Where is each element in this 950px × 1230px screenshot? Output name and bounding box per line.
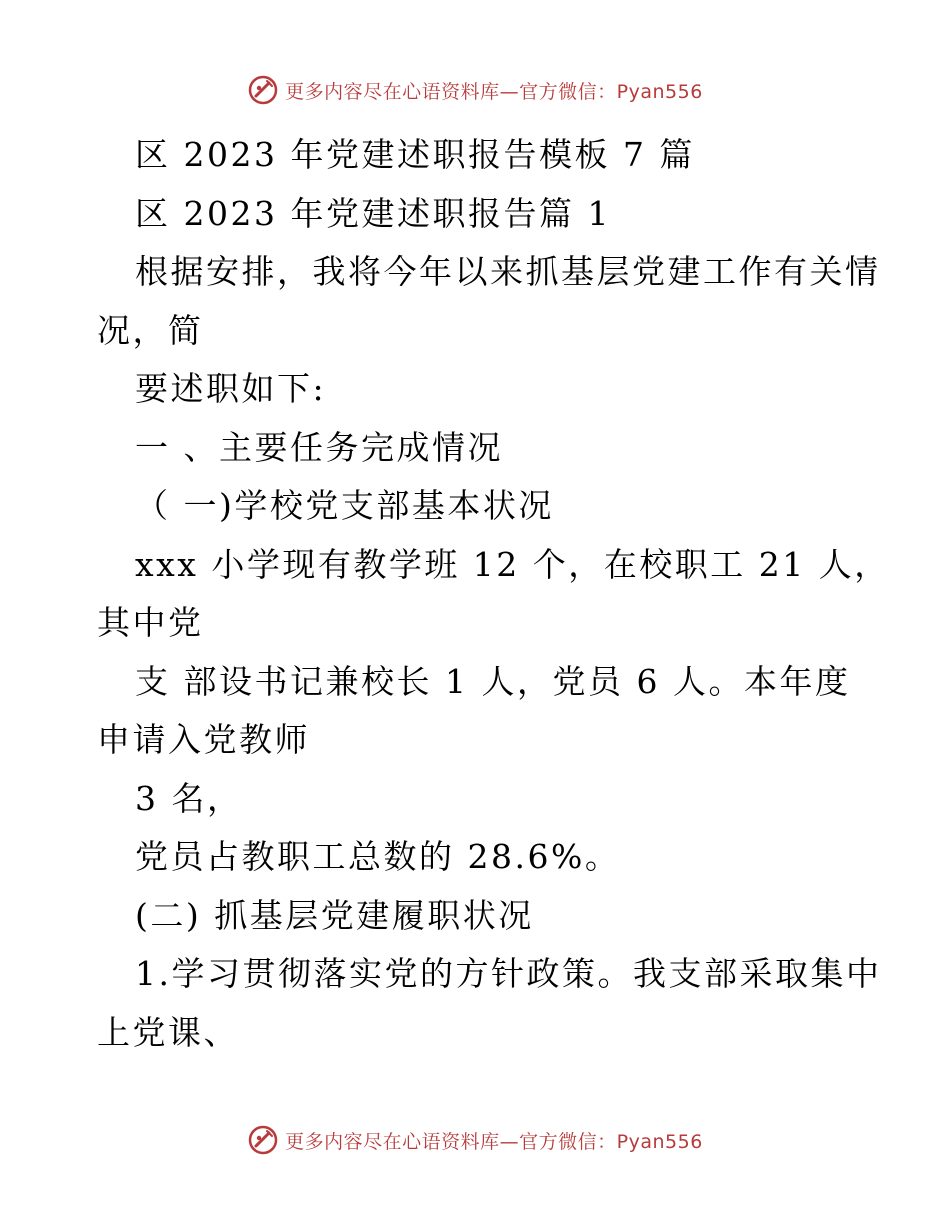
watermark-text: 更多内容尽在心语资料库—官方微信：Pyan556 <box>285 80 703 103</box>
paragraph-line: 况，简 <box>97 310 204 350</box>
subheading: （ 一)学校党支部基本状况 <box>135 486 554 525</box>
header-watermark <box>0 70 950 110</box>
logo-icon <box>247 1124 279 1156</box>
paragraph-line: 申请入党教师 <box>97 720 310 759</box>
subheading: 一 、主要任务完成情况 <box>135 427 503 467</box>
paragraph-line: 要述职如下: <box>135 369 327 408</box>
paragraph-line: 支 部设书记兼校长 1 人，党员 6 人。本年度 <box>135 661 851 701</box>
document-body <box>97 126 890 1062</box>
watermark-text: 更多内容尽在心语资料库—官方微信：Pyan556 <box>285 1130 703 1153</box>
section-heading: 区 2023 年党建述职报告篇 1 <box>135 193 611 233</box>
paragraph-line: xxx 小学现有教学班 12 个，在校职工 21 人， <box>135 544 890 584</box>
paragraph-line: 其中党 <box>97 603 204 642</box>
paragraph-line: 根据安排，我将今年以来抓基层党建工作有关情 <box>135 252 881 291</box>
paragraph-line: 3 名， <box>135 778 243 818</box>
paragraph-line: 上党课、 <box>97 1012 239 1052</box>
paragraph-line: 党员占教职工总数的 28.6%。 <box>135 837 621 876</box>
logo-icon <box>247 74 279 106</box>
paragraph-line: 1.学习贯彻落实党的方针政策。我支部采取集中 <box>135 954 882 993</box>
doc-title: 区 2023 年党建述职报告模板 7 篇 <box>135 135 695 174</box>
footer-watermark <box>0 1120 950 1160</box>
subheading: (二) 抓基层党建履职状况 <box>135 895 534 935</box>
